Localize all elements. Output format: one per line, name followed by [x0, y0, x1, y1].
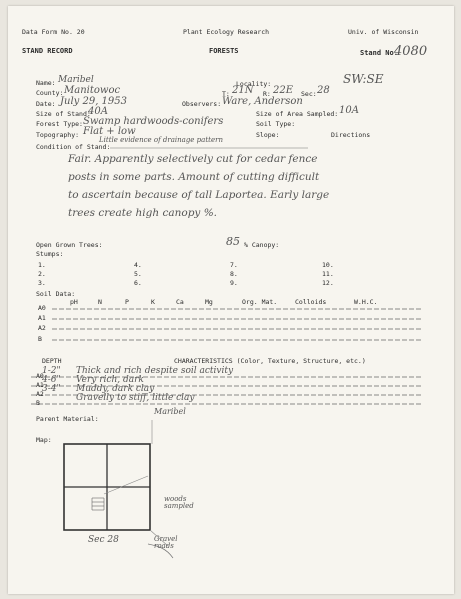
- condition-line-2: posts in some parts. Amount of cutting difficult: [68, 171, 320, 183]
- township-value: 21N: [232, 85, 254, 96]
- canopy-label: % Canopy:: [244, 241, 280, 249]
- topography-note: Little evidence of drainage pattern: [99, 136, 223, 144]
- stump-number: 11.: [322, 270, 334, 278]
- horizon-depth: 3-4": [42, 384, 61, 394]
- condition-line-3: to ascertain because of tall Laportea. Early large: [68, 189, 330, 201]
- section-label: Sec:: [301, 90, 317, 98]
- map-woods-note: woods sampled: [164, 495, 194, 510]
- stand-no-value: 4080: [394, 44, 428, 59]
- parent-material-label: Parent Material:: [36, 415, 99, 423]
- horizon-label: A2: [36, 390, 44, 398]
- stump-number: 6.: [134, 279, 142, 287]
- parent-material-value: Maribel: [154, 407, 186, 416]
- soil-col-header: pH: [70, 298, 78, 306]
- topography-label: Topography:: [36, 131, 80, 139]
- locality-value: SW:SE: [343, 72, 384, 86]
- stump-number: 9.: [230, 279, 238, 287]
- condition-label: Condition of Stand:: [36, 143, 111, 151]
- date-label: Date:: [36, 100, 56, 108]
- canopy-value: 85: [226, 235, 240, 248]
- soil-col-header: K: [151, 298, 155, 306]
- map-gravel-note: Gravel roads: [154, 535, 178, 550]
- soil-col-header: Ca: [176, 298, 184, 306]
- horizon-label: A0: [36, 372, 44, 380]
- soil-row-label: A1: [38, 314, 46, 322]
- soil-col-header: Org. Mat.: [242, 298, 278, 306]
- name-label: Name:: [36, 79, 56, 87]
- county-value: Manitowoc: [64, 85, 121, 96]
- soil-col-header: N: [98, 298, 102, 306]
- horizon-label: B: [36, 399, 40, 407]
- horizon-label: A1: [36, 381, 44, 389]
- forest-type-label: Forest Type:: [36, 120, 83, 128]
- map-label: Map:: [36, 436, 52, 444]
- stump-number: 5.: [134, 270, 142, 278]
- program-name: Plant Ecology Research: [183, 28, 270, 36]
- township-label: T:: [222, 90, 230, 98]
- stump-number: 7.: [230, 261, 238, 269]
- characteristics-header: CHARACTERISTICS (Color, Texture, Structure, etc.): [174, 357, 366, 365]
- soil-col-header: Colloids: [295, 298, 327, 306]
- soil-col-header: Mg: [205, 298, 213, 306]
- locality-label: Locality:: [236, 80, 272, 88]
- category-title: FORESTS: [209, 47, 239, 55]
- section-value: 28: [317, 85, 330, 96]
- horizon-description: Thick and rich despite soil activity: [76, 366, 234, 376]
- slope-label: Slope:: [256, 131, 280, 139]
- range-value: 22E: [273, 85, 294, 96]
- open-grown-label: Open Grown Trees:: [36, 241, 103, 249]
- stump-number: 2.: [38, 270, 46, 278]
- topography-value: Flat + low: [83, 126, 136, 137]
- horizon-description: Gravelly to stiff, little clay: [76, 393, 195, 403]
- soil-type-label: Soil Type:: [256, 120, 296, 128]
- map-section-label: Sec 28: [88, 535, 119, 545]
- horizon-depth: 1-2": [42, 366, 61, 376]
- range-label: R:: [263, 90, 271, 98]
- size-of-area-value: 10A: [339, 105, 359, 116]
- stump-number: 10.: [322, 261, 334, 269]
- observers-label: Observers:: [182, 100, 222, 108]
- depth-header: DEPTH: [42, 357, 62, 365]
- county-label: County:: [36, 89, 64, 97]
- directions-label: Directions: [331, 131, 371, 139]
- soil-col-header: P: [125, 298, 129, 306]
- size-of-stand-label: Size of Stand:: [36, 110, 91, 118]
- stand-no-label: Stand No.: [360, 49, 398, 57]
- university-name: Univ. of Wisconsin: [348, 28, 419, 36]
- stumps-label: Stumps:: [36, 250, 64, 258]
- size-of-stand-value: 40A: [88, 106, 108, 117]
- soil-row-label: A0: [38, 304, 46, 312]
- soil-row-label: B: [38, 335, 42, 343]
- soil-data-label: Soil Data:: [36, 290, 76, 298]
- record-title: STAND RECORD: [22, 47, 73, 55]
- stump-number: 8.: [230, 270, 238, 278]
- soil-row-label: A2: [38, 324, 46, 332]
- soil-col-header: W.H.C.: [354, 298, 378, 306]
- horizon-description: Muddy, dark clay: [76, 384, 155, 394]
- condition-line-1: Fair. Apparently selectively cut for cedar fence: [68, 153, 318, 165]
- data-form-sheet: [8, 6, 454, 594]
- stump-number: 12.: [322, 279, 334, 287]
- horizon-description: Very rich, dark: [76, 375, 144, 385]
- stump-number: 4.: [134, 261, 142, 269]
- forest-type-value: Swamp hardwoods-conifers: [83, 116, 224, 127]
- size-of-area-label: Size of Area Sampled:: [256, 110, 339, 118]
- stump-number: 1.: [38, 261, 46, 269]
- date-value: July 29, 1953: [60, 96, 128, 107]
- stump-number: 3.: [38, 279, 46, 287]
- horizon-depth: 4-6": [42, 375, 61, 385]
- form-number: Data Form No. 20: [22, 28, 85, 36]
- observers-value: Ware, Anderson: [222, 96, 303, 107]
- name-value: Maribel: [58, 75, 94, 85]
- condition-line-4: trees create high canopy %.: [68, 207, 218, 219]
